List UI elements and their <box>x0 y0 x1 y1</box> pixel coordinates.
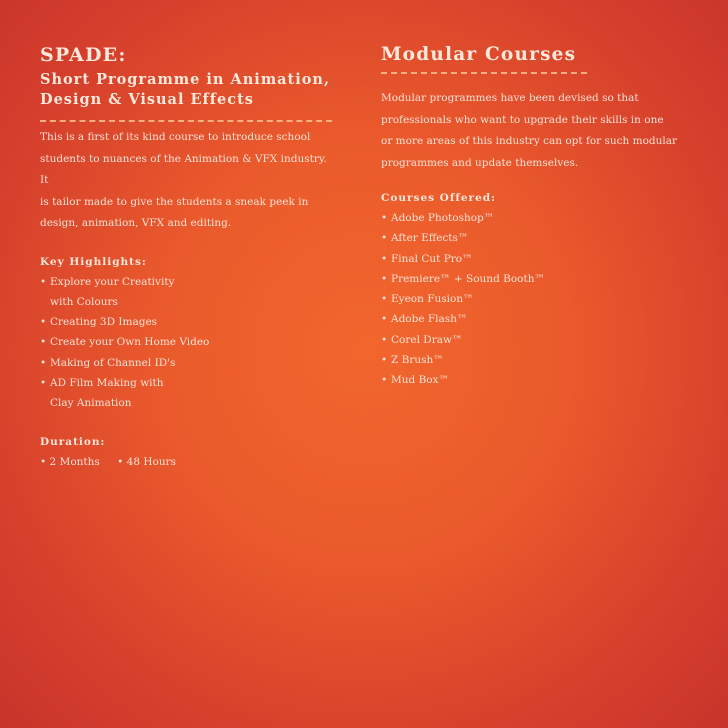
spade-intro-line: students to nuances of the Animation & VFX industry. It <box>40 152 327 186</box>
spade-section <box>40 44 336 472</box>
courses-offered-label: Courses Offered: <box>381 192 496 204</box>
course-name: Corel Draw™ <box>391 333 463 346</box>
duration-label: Duration: <box>40 435 106 448</box>
duration-item: • 48 Hours <box>117 455 177 468</box>
course-name: Mud Box™ <box>391 374 450 387</box>
spade-title: SPADE: <box>40 44 127 66</box>
course-item <box>381 249 681 269</box>
bullet-glyph: • <box>40 455 47 468</box>
course-item <box>381 269 681 289</box>
course-item <box>381 330 681 350</box>
highlight-item <box>40 393 336 413</box>
highlight-text: Explore your Creativity <box>50 275 175 288</box>
key-highlights-label: Key Highlights: <box>40 255 147 268</box>
spade-intro <box>40 127 336 235</box>
bullet-glyph: • <box>381 232 388 245</box>
course-item <box>381 289 681 309</box>
bullet-glyph: • <box>381 333 388 346</box>
highlight-text: Clay Animation <box>50 397 132 410</box>
bullet-glyph: • <box>40 275 47 288</box>
highlight-text: AD Film Making with <box>50 376 164 389</box>
key-highlights-list <box>40 272 336 414</box>
bullet-glyph: • <box>40 316 47 329</box>
modular-intro-line: professionals who want to upgrade their skills in one <box>381 113 664 126</box>
modular-intro-line: programmes and update themselves. <box>381 156 579 169</box>
highlight-item <box>40 353 336 373</box>
modular-title: Modular Courses <box>381 44 577 65</box>
bullet-glyph: • <box>40 376 47 389</box>
highlight-text: Creating 3D Images <box>50 316 158 329</box>
highlight-text: Create your Own Home Video <box>50 336 210 349</box>
highlight-text: with Colours <box>50 295 118 308</box>
modular-divider <box>381 72 587 74</box>
spade-subtitle-line-2: Design & Visual Effects <box>40 91 254 108</box>
course-name: Eyeon Fusion™ <box>391 293 474 306</box>
bullet-glyph: • <box>117 455 124 468</box>
highlight-text: Making of Channel ID's <box>50 356 176 369</box>
bullet-glyph: • <box>381 272 388 285</box>
modular-intro <box>381 88 681 174</box>
duration-item: • 2 Months <box>40 455 100 468</box>
bullet-glyph: • <box>381 212 388 224</box>
modular-intro-line: Modular programmes have been devised so that <box>381 92 639 104</box>
highlight-item <box>40 312 336 332</box>
bullet-glyph: • <box>381 354 388 367</box>
modular-intro-line: or more areas of this industry can opt for such modular <box>381 135 678 147</box>
course-item <box>381 370 681 390</box>
highlight-item <box>40 292 336 312</box>
course-name: Adobe Flash™ <box>391 313 468 326</box>
bullet-glyph: • <box>40 336 47 349</box>
bullet-glyph: • <box>381 374 388 387</box>
spade-subtitle-line-1: Short Programme in Animation, <box>40 71 331 88</box>
course-name: After Effects™ <box>391 232 469 245</box>
spade-divider <box>40 120 332 122</box>
spade-intro-line: is tailor made to give the students a sneak peek in <box>40 195 309 208</box>
bullet-glyph: • <box>40 356 47 369</box>
course-name: Final Cut Pro™ <box>391 252 473 265</box>
modular-section <box>381 44 681 391</box>
course-name: Premiere™ + Sound Booth™ <box>391 272 545 285</box>
course-name: Z Brush™ <box>391 354 444 367</box>
highlight-item <box>40 272 336 292</box>
highlight-item <box>40 332 336 352</box>
spade-intro-line: design, animation, VFX and editing. <box>40 217 232 229</box>
bullet-glyph: • <box>381 313 388 326</box>
courses-list <box>381 208 681 391</box>
course-item <box>381 208 681 228</box>
course-name: Adobe Photoshop™ <box>391 212 495 224</box>
course-item <box>381 309 681 329</box>
bullet-glyph: • <box>381 293 388 306</box>
highlight-item <box>40 373 336 393</box>
spade-intro-line: This is a first of its kind course to introduce school <box>40 131 311 143</box>
bullet-glyph: • <box>381 252 388 265</box>
course-item <box>381 228 681 248</box>
duration-row <box>40 452 336 472</box>
course-item <box>381 350 681 370</box>
